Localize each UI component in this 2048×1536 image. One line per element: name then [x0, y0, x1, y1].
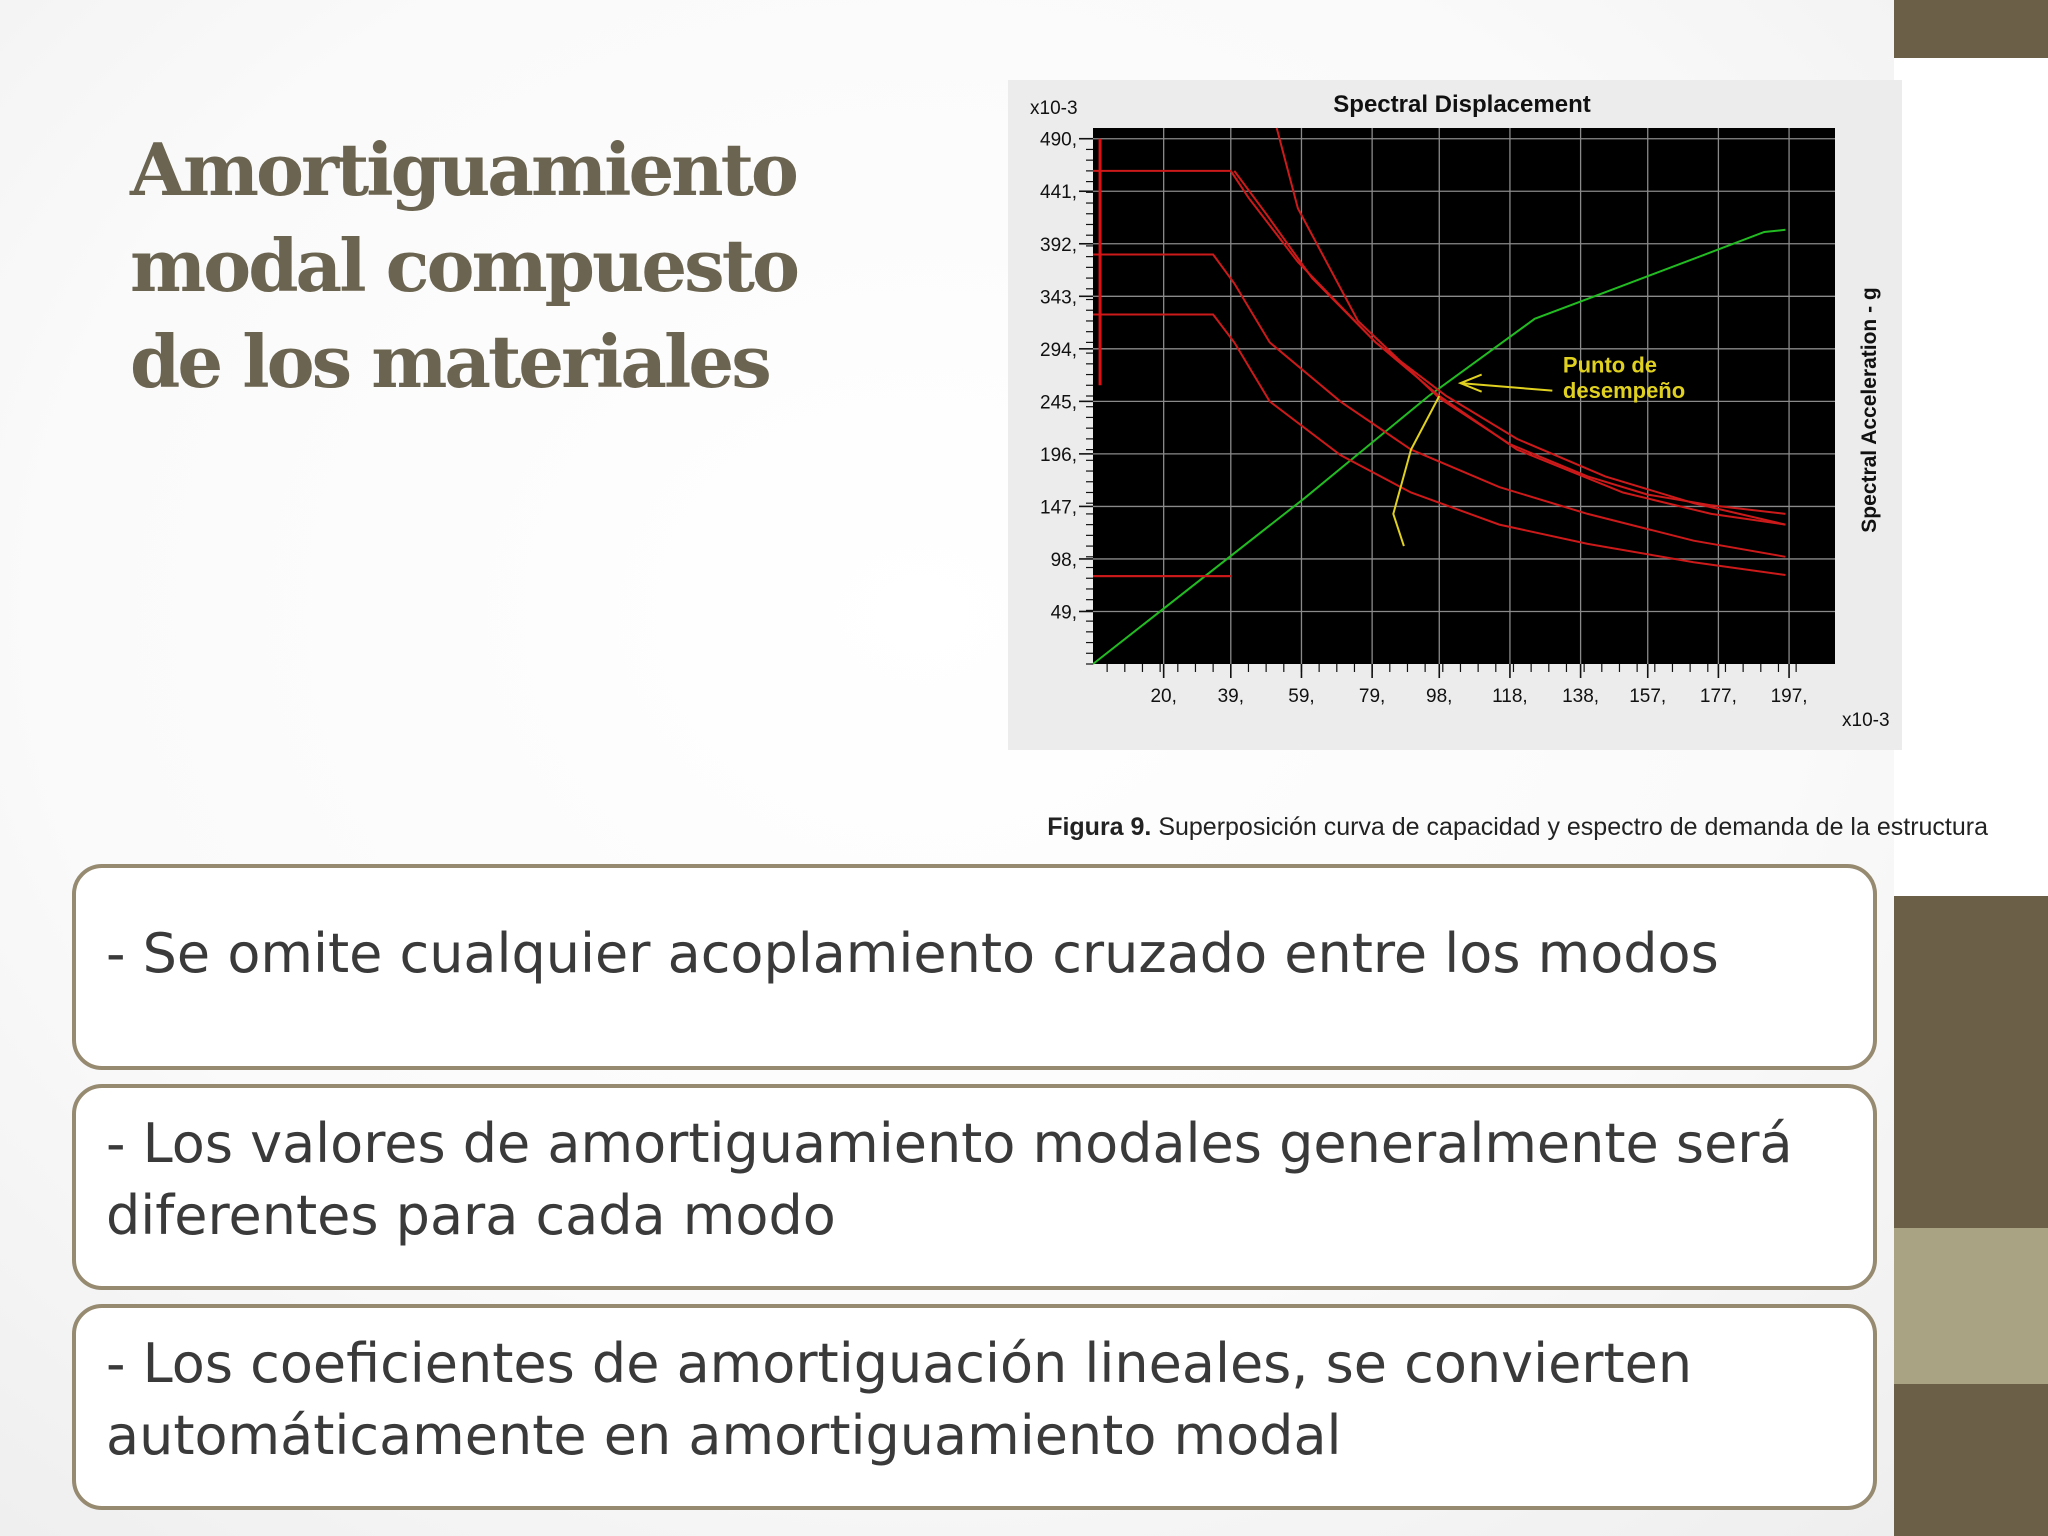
bullet-text: - Los coeficientes de amortiguación lineales, se convierten automáticamente en amortiguamiento modal: [106, 1332, 1693, 1467]
title-line: de los materiales: [130, 319, 769, 404]
chart-title: Spectral Displacement: [1333, 91, 1591, 118]
x-tick-label: 20,: [1150, 686, 1177, 707]
decor-stripe-white: [1894, 58, 2048, 896]
x-tick-label: 177,: [1699, 686, 1737, 707]
decor-stripe-dark: [1894, 896, 2048, 1228]
annotation-text: Punto de: [1562, 352, 1658, 378]
x-tick-label: 98,: [1426, 686, 1453, 707]
y-axis-label: Spectral Acceleration - g: [1858, 287, 1881, 533]
caption-text: Superposición curva de capacidad y espectro de demanda de la estructura: [1151, 813, 1988, 841]
decor-stripe-bottom: [1894, 1384, 2048, 1536]
y-tick-label: 245,: [1040, 392, 1077, 414]
y-tick-label: 490,: [1040, 129, 1077, 151]
spectral-chart: [1008, 80, 1902, 750]
y-tick-label: 294,: [1040, 339, 1077, 361]
bullet-box: [72, 1304, 1877, 1510]
title-line: modal compuesto: [130, 223, 797, 308]
slide-title: [130, 122, 810, 410]
plot-background: [1093, 128, 1835, 664]
bullet-box: [72, 864, 1877, 1070]
bullet-text: - Los valores de amortiguamiento modales generalmente será diferentes para cada modo: [106, 1112, 1793, 1247]
y-tick-label: 196,: [1040, 444, 1077, 466]
y-tick-label: 49,: [1050, 602, 1077, 624]
x-tick-label: 39,: [1217, 686, 1245, 707]
x-tick-label: 138,: [1562, 686, 1600, 707]
bullet-text: - Se omite cualquier acoplamiento cruzado entre los modos: [106, 922, 1719, 985]
y-tick-label: 441,: [1040, 182, 1077, 204]
x-tick-label: 79,: [1358, 686, 1386, 707]
y-tick-label: 98,: [1050, 549, 1077, 571]
y-tick-label: 147,: [1040, 497, 1077, 519]
x-axis-multiplier: x10-3: [1842, 710, 1890, 731]
x-tick-label: 197,: [1770, 686, 1808, 707]
x-tick-label: 157,: [1629, 686, 1667, 707]
y-tick-label: 343,: [1040, 287, 1077, 309]
x-tick-label: 59,: [1288, 686, 1315, 707]
annotation-text: desempeño: [1562, 378, 1686, 404]
chart-panel: [1008, 80, 1902, 750]
title-line: Amortiguamiento: [130, 127, 796, 212]
decor-stripe-light: [1894, 1228, 2048, 1384]
figure-caption: [928, 810, 1988, 844]
decor-stripe-top: [1894, 0, 2048, 58]
y-axis-multiplier: x10-3: [1030, 98, 1078, 119]
plot-area: [1040, 128, 1835, 707]
caption-label: Figura 9.: [1047, 813, 1152, 841]
x-tick-label: 118,: [1492, 686, 1528, 707]
y-tick-label: 392,: [1040, 234, 1077, 256]
bullet-box: [72, 1084, 1877, 1290]
